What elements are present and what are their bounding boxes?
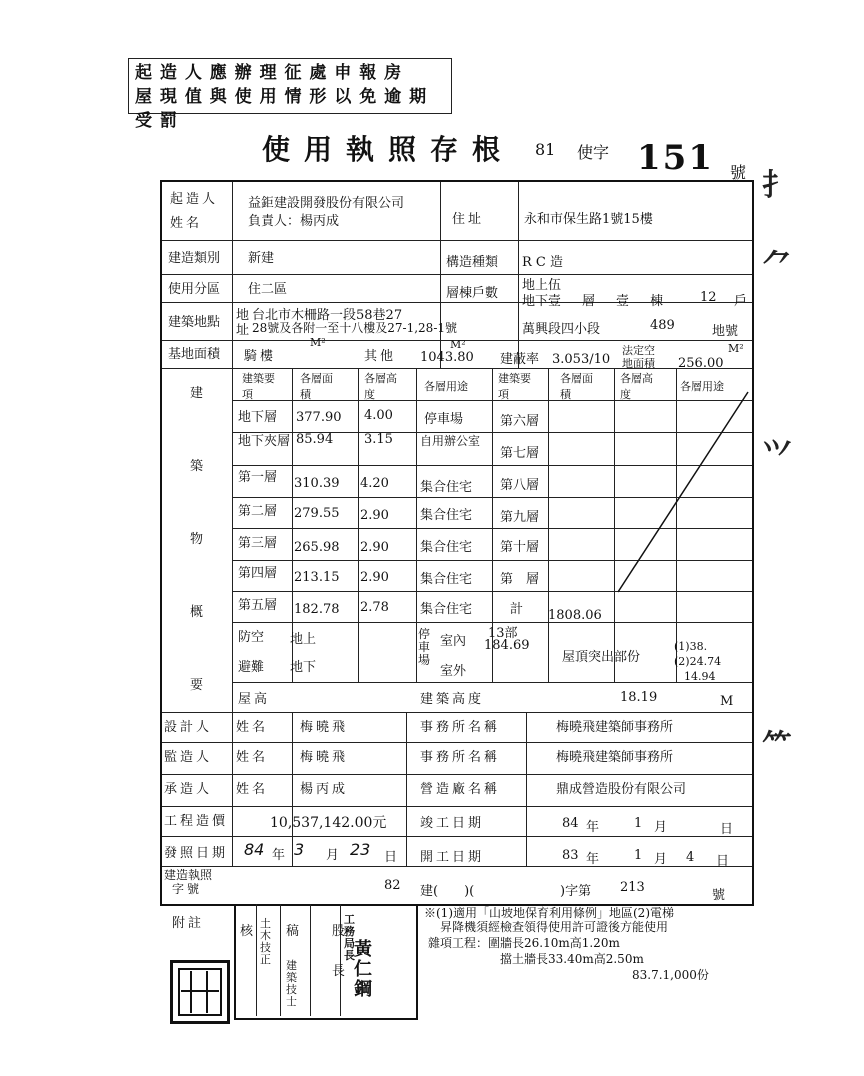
start-year: 83 [562, 848, 579, 863]
supervisor-name-label: 姓名 [236, 750, 269, 765]
note-line-1: ※(1)適用「山坡地保育利用條例」地區(2)電梯 [424, 906, 674, 920]
civil-below: 地下 [290, 660, 317, 675]
note-line-4: 擋土牆長33.40m高2.50m [500, 952, 644, 966]
legal-area: 256.00 [678, 356, 724, 371]
roof-3: 14.94 [684, 670, 716, 683]
stamp-line-1: 起 造 人 應 辦 理 征 處 申 報 房 [135, 63, 403, 83]
head-use-left: 各層用途 [424, 380, 468, 393]
floor-height: 2.90 [360, 508, 389, 523]
supervisor-office: 梅曉飛建築師事務所 [556, 750, 674, 765]
side-handwriting-3: ⺍ [762, 438, 792, 473]
floor-name: 第十層 [500, 540, 540, 555]
structure-label: 構造種類 [446, 255, 499, 270]
floor-height: 2.90 [360, 570, 389, 585]
floor-use: 自用辦公室 [420, 434, 481, 448]
floor-height: 2.90 [360, 540, 389, 555]
floor-height: 4.20 [360, 476, 389, 491]
start-d-unit: 日 [716, 854, 730, 869]
floor-use: 集合住宅 [420, 540, 473, 555]
building-height: 18.19 [620, 690, 658, 705]
designer-office-label: 事務所名稱 [420, 720, 501, 735]
note-line-3: 雜項工程：圍牆長26.10m高1.20m [428, 936, 620, 950]
build-permit-number: 213 [620, 880, 645, 895]
side-handwriting-2: ⺈ [762, 248, 792, 283]
supervisor-office-label: 事務所名稱 [420, 750, 501, 765]
floor-height: 2.78 [360, 600, 389, 615]
floor-name: 地下夾層 [238, 434, 291, 449]
coverage-label: 建蔽率 [500, 352, 540, 367]
head-area-right: 各層面積 [560, 372, 593, 401]
floor-name: 第五層 [238, 598, 278, 613]
parking-area: 184.69 [484, 638, 530, 653]
parking-count: 13部 [488, 626, 518, 641]
issue-year: 84 [244, 840, 265, 859]
parking-label: 停車場 [418, 627, 431, 667]
section-char-1: 建 [190, 386, 204, 401]
location-label: 建築地點 [168, 315, 221, 330]
sign-col-4: 長 [332, 964, 346, 979]
designer-office: 梅曉飛建築師事務所 [556, 720, 674, 735]
print-info: 83.7.1,000份 [632, 968, 709, 982]
addr-char-2: 址 [236, 323, 250, 338]
head-height-left: 各層高度 [364, 372, 397, 401]
start-label: 開工日期 [420, 850, 485, 865]
floors-label: 層棟戶數 [446, 286, 499, 301]
roof-label: 屋頂突出部份 [562, 650, 641, 665]
issue-month: 3 [294, 840, 305, 859]
arcade-label: 騎樓 [244, 349, 277, 364]
owner-label-2: 姓名 [170, 216, 203, 231]
dong-number: 壹 [616, 294, 630, 309]
address-label: 住址 [452, 212, 485, 227]
floor-area: 279.55 [294, 506, 340, 521]
floor-use: 集合住宅 [420, 572, 473, 587]
chief-name: 黃仁鋼 [354, 939, 372, 1000]
dong-label: 棟 [650, 294, 664, 309]
owner-name: 益鉅建設開發股份有限公司 [248, 196, 405, 211]
side-handwriting-4: ⺮ [762, 728, 792, 763]
signer-civil: 土木技正 [260, 917, 271, 966]
designer-role: 設計人 [164, 720, 213, 735]
completion-m-unit: 月 [654, 820, 668, 835]
floor-area: 377.90 [296, 410, 342, 425]
head-height-right: 各層高度 [620, 372, 653, 401]
site-area-label: 基地面積 [168, 347, 221, 362]
type-value: 新建 [248, 251, 275, 266]
floor-name: 第一層 [238, 470, 278, 485]
section-char-5: 要 [190, 678, 204, 693]
build-permit-label-2: 字號 [172, 882, 203, 896]
head-area-left: 各層面積 [300, 372, 333, 401]
roof-2: (2)24.74 [674, 655, 722, 668]
floors-ceng: 層 [582, 294, 596, 309]
start-m-unit: 月 [654, 852, 668, 867]
contractor-office-label: 營造廠名稱 [420, 782, 501, 797]
section-char-2: 築 [190, 459, 204, 474]
location-addr-2: 28號及各附一至十八樓及27-1,28-1號 [252, 321, 458, 335]
floor-area: 182.78 [294, 602, 340, 617]
roof-height-label: 屋高 [238, 692, 271, 707]
issue-m-unit: 月 [326, 848, 340, 863]
build-permit-word: 建( )( [420, 884, 475, 899]
completion-label: 竣工日期 [420, 816, 485, 831]
lot-label: 地號 [712, 324, 739, 339]
floor-use: 停車場 [424, 412, 464, 427]
floor-use: 集合住宅 [420, 480, 473, 495]
contractor-name-label: 姓名 [236, 782, 269, 797]
floor-area: 265.98 [294, 540, 340, 555]
sign-col-3: 股 [332, 924, 346, 939]
designer-name: 梅曉飛 [300, 720, 349, 735]
arcade-unit: M² [310, 336, 326, 349]
civil-above: 地上 [290, 632, 317, 647]
floor-area: 310.39 [294, 476, 340, 491]
official-seal [170, 960, 230, 1024]
permit-word: 使字 [577, 143, 610, 162]
cost-label: 工程造價 [164, 814, 229, 829]
floor-height: 3.15 [364, 432, 393, 447]
chief-title: 工務局長 [344, 913, 355, 962]
completion-d-unit: 日 [720, 822, 734, 837]
land-lot: 489 [650, 318, 675, 333]
total-area: 1808.06 [548, 608, 602, 623]
sign-col-1: 核 [240, 924, 254, 939]
hu-number: 12 [700, 290, 717, 305]
note-line-2: 昇降機須經檢查領得使用許可證後方能使用 [440, 920, 669, 934]
owner-rep: 負責人：楊丙成 [248, 214, 340, 229]
floor-name: 第八層 [500, 478, 540, 493]
start-y-unit: 年 [586, 852, 600, 867]
legal-label-2: 地面積 [622, 357, 655, 370]
owner-label-1: 起造人 [170, 192, 219, 207]
section-char-4: 概 [190, 605, 204, 620]
floor-name: 第 層 [500, 572, 540, 587]
addr-char-1: 地 [236, 308, 250, 323]
floor-area: 85.94 [296, 432, 334, 447]
floors-above: 地上伍 [522, 278, 562, 293]
permit-suffix: 號 [730, 163, 747, 182]
tax-notice-stamp [128, 58, 452, 131]
civil-label-2: 避難 [238, 660, 265, 675]
zone-label: 使用分區 [168, 282, 221, 297]
side-handwriting-1: ⺘ [762, 168, 792, 203]
floor-name: 第七層 [500, 446, 540, 461]
supervisor-role: 監造人 [164, 750, 213, 765]
designer-name-label: 姓名 [236, 720, 269, 735]
floor-height: 4.00 [364, 408, 393, 423]
floor-name: 第三層 [238, 536, 278, 551]
structure-value: R C 造 [522, 255, 563, 270]
completion-month: 1 [634, 816, 643, 831]
supervisor-name: 梅曉飛 [300, 750, 349, 765]
head-use-right: 各層用途 [680, 380, 724, 393]
hu-label: 戶 [734, 294, 748, 309]
start-month: 1 [634, 848, 643, 863]
issue-d-unit: 日 [384, 850, 398, 865]
civil-label-1: 防空 [238, 630, 265, 645]
land-section: 萬興段四小段 [522, 322, 601, 337]
floor-name: 計 [510, 602, 524, 617]
location-addr-1: 台北市木柵路一段58巷27 [252, 308, 403, 323]
zone-value: 住二區 [248, 282, 288, 297]
stamp-line-2: 屋 現 值 與 使 用 情 形 以 免 逾 期 受 罰 [135, 87, 428, 131]
head-items-right: 建築要項 [498, 372, 531, 401]
cost-value: 10,537,142.00元 [270, 815, 387, 831]
signer-arch: 建築技士 [286, 959, 297, 1008]
legal-unit: M² [728, 342, 744, 355]
type-label: 建造類別 [168, 251, 221, 266]
cancel-diagonal-line [548, 382, 752, 632]
issue-label: 發照日期 [164, 846, 229, 861]
floor-use: 集合住宅 [420, 508, 473, 523]
floor-name: 地下層 [238, 410, 278, 425]
completion-year: 84 [562, 816, 579, 831]
issue-y-unit: 年 [272, 848, 286, 863]
parking-outdoor: 室外 [440, 664, 467, 679]
floor-use: 集合住宅 [420, 602, 473, 617]
section-char-3: 物 [190, 532, 204, 547]
contractor-name: 楊丙成 [300, 782, 349, 797]
contractor-office: 鼎成營造股份有限公司 [556, 782, 687, 797]
completion-y-unit: 年 [586, 820, 600, 835]
other-area: 1043.80 [420, 350, 474, 365]
permit-number: 151 [637, 138, 714, 178]
issue-day: 23 [350, 840, 371, 859]
floor-name: 第四層 [238, 566, 278, 581]
document-title: 使用執照存根 [262, 133, 515, 166]
contractor-role: 承造人 [164, 782, 213, 797]
owner-address: 永和市保生路1號15樓 [524, 212, 653, 227]
floor-name: 第六層 [500, 414, 540, 429]
floor-area: 213.15 [294, 570, 340, 585]
head-items-left: 建築要項 [242, 372, 275, 401]
roof-1: (1)38. [674, 640, 708, 653]
build-permit-close: )字第 [560, 884, 592, 899]
other-unit: M² [450, 338, 466, 351]
permit-year: 81 [535, 140, 556, 159]
build-permit-label-1: 建造執照 [164, 868, 213, 882]
floor-name: 第九層 [500, 510, 540, 525]
start-day: 4 [686, 850, 695, 865]
legal-label-1: 法定空 [622, 344, 655, 357]
sign-col-2: 稿 [286, 924, 300, 939]
coverage-ratio: 3.053/10 [552, 352, 611, 367]
build-permit-year: 82 [384, 878, 401, 893]
floors-below: 地下壹 [522, 294, 562, 309]
floor-name: 第二層 [238, 504, 278, 519]
building-height-label: 建築高度 [420, 692, 485, 707]
build-permit-suffix: 號 [712, 888, 726, 903]
parking-indoor: 室內 [440, 634, 467, 649]
other-label: 其他 [364, 349, 397, 364]
note-label: 附註 [172, 916, 205, 931]
building-height-unit: M [720, 694, 734, 709]
